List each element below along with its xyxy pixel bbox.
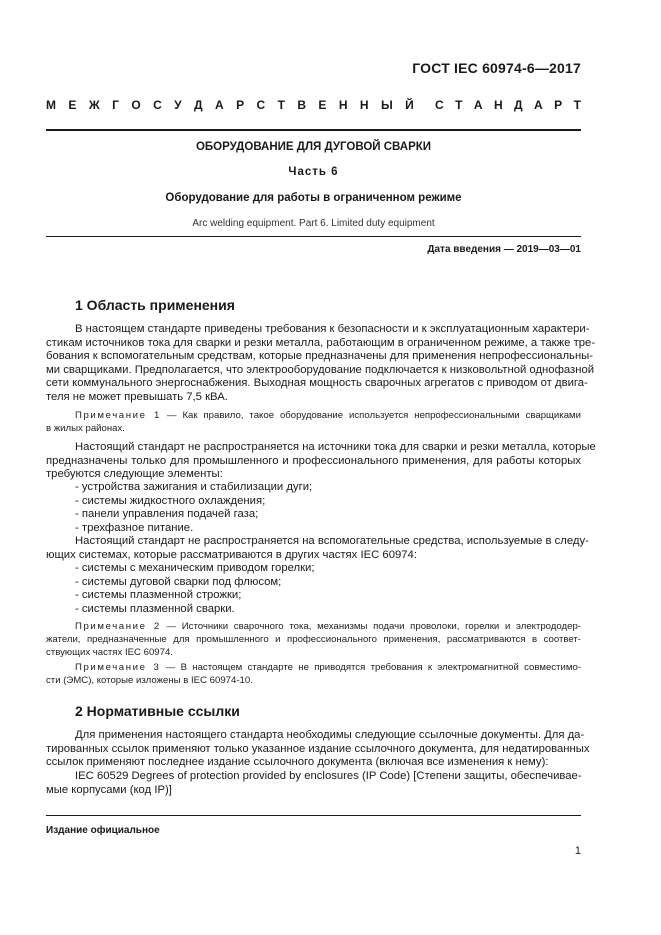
banner-letter: Т	[573, 98, 581, 112]
text-line: ми сварщиками. Предполагается, что электрооборудование подключается к низковольтной однофазной	[46, 363, 595, 376]
banner-letter: Т	[277, 98, 285, 112]
section-1-paragraph-3	[46, 535, 589, 562]
banner-letter: Р	[236, 98, 245, 112]
banner-letter: Р	[554, 98, 563, 112]
banner-letter: О	[131, 98, 141, 112]
list-item: - системы плазменной сварки.	[75, 602, 235, 615]
note-1	[46, 409, 581, 435]
text-line: Для применения настоящего стандарта необходимы следующие ссылочные документы. Для да-	[75, 729, 585, 741]
note-label: Примечание 1	[75, 410, 161, 421]
banner-letter: Н	[338, 98, 348, 112]
text-line: IEC 60529 Degrees of protection provided by enclosures (IP Code) [Степени защиты, обеспечивае-	[75, 770, 582, 782]
excluded-elements-list	[75, 481, 312, 535]
note-3	[46, 661, 581, 687]
text-line: Настоящий стандарт не распространяется на источники тока для сварки и резки металла, которые	[75, 441, 596, 453]
page-number: 1	[574, 845, 581, 857]
banner-letter: М	[46, 98, 56, 112]
banner-letter: Д	[194, 98, 203, 112]
banner-word-standard	[435, 98, 581, 112]
banner-letter: А	[473, 98, 483, 112]
list-item: - системы жидкостного охлаждения;	[75, 494, 266, 507]
date-of-introduction: Дата введения — 2019—03—01	[427, 244, 581, 255]
list-item: - устройства зажигания и стабилизации дуги;	[75, 481, 313, 493]
text-line: сети коммунального энергоснабжения. Выходная мощность сварочных агрегатов с приводом от двига-	[46, 377, 588, 390]
banner-letter: Н	[493, 98, 503, 112]
text-line: сти (ЭМС), которые изложены в IEC 60974-10.	[46, 675, 253, 686]
official-edition-label: Издание официальное	[46, 825, 160, 836]
list-item: - системы с механическим приводом горелки;	[75, 562, 315, 574]
text-line: Настоящий стандарт не распространяется на вспомогательные средства, используемые в следу-	[75, 535, 589, 547]
part-label: Часть 6	[288, 166, 339, 178]
section-2-heading: 2 Нормативные ссылки	[75, 703, 240, 719]
text-line: Примечание 3 — В настоящем стандарте не приводятся требования к электромагнитной совместимо-	[75, 662, 581, 673]
interstate-standard-banner	[46, 98, 581, 112]
banner-letter: Н	[359, 98, 369, 112]
title-rule	[46, 236, 581, 237]
text-line: стикам источников тока для сварки и резки металла, работающим в ограниченном режиме, а также тре-	[46, 336, 596, 349]
text-line: ссылок применяют последнее издание ссылочного документа (включая все изменения к нему):	[46, 756, 549, 769]
banner-word-interstate	[46, 98, 414, 112]
banner-letter: А	[534, 98, 543, 112]
text-line: мые корпусами (код IP)]	[46, 783, 172, 796]
banner-letter: Й	[405, 98, 414, 112]
banner-letter: Ж	[88, 98, 100, 112]
note-label: Примечание 3	[75, 662, 161, 673]
text-line: теля не может превышать 7,5 кВА.	[46, 390, 228, 403]
reference-iec-60529	[46, 770, 581, 797]
standard-number: ГОСТ IEC 60974-6—2017	[412, 60, 581, 76]
section-1-paragraph-2	[46, 441, 596, 482]
section-1-paragraph-1	[46, 323, 596, 405]
banner-letter: У	[174, 98, 182, 112]
list-item: - системы плазменной строжки;	[75, 589, 242, 602]
text-line: требуются следующие элементы:	[46, 468, 223, 481]
banner-letter: Г	[112, 98, 119, 112]
text-line: В настоящем стандарте приведены требования к безопасности и к эксплуатационным характери-	[75, 323, 590, 335]
banner-letter: Е	[318, 98, 327, 112]
banner-letter: А	[214, 98, 224, 112]
text-line: Примечание 1 — Как правило, такое оборудование используется непрофессиональными сварщиками	[75, 410, 581, 421]
document-subtitle: Оборудование для работы в ограниченном режиме	[165, 192, 462, 204]
banner-letter: Д	[514, 98, 523, 112]
text-line: предназначены только для промышленного и профессионального применения, для работы которых	[46, 454, 581, 467]
excluded-systems-list	[75, 562, 315, 616]
header-rule	[46, 129, 581, 131]
banner-letter: В	[297, 98, 306, 112]
english-title: Arc welding equipment. Part 6. Limited duty equipment	[192, 218, 435, 229]
text-line: ствующих частях IEC 60974.	[46, 647, 173, 658]
text-line: тированных ссылок применяют только указанное издание ссылочного документа, для недатированных	[46, 742, 590, 755]
text-line: Примечание 2 — Источники сварочного тока, механизмы подачи проволоки, горелки и электрододер-	[75, 621, 581, 632]
footer-rule	[46, 815, 581, 816]
text-line: в жилых районах.	[46, 423, 125, 434]
text-line: жатели, предназначенные для промышленного и профессионального применения, рассматриваются в соответ-	[46, 634, 581, 645]
document-title: ОБОРУДОВАНИЕ ДЛЯ ДУГОВОЙ СВАРКИ	[195, 141, 432, 153]
list-item: - трехфазное питание.	[75, 521, 194, 534]
banner-letter: С	[256, 98, 266, 112]
list-item: - панели управления подачей газа;	[75, 508, 259, 521]
text-line: бования к вспомогательным средствам, которые предназначены для применения непрофессиональны-	[46, 350, 594, 363]
banner-letter: С	[435, 98, 444, 112]
note-2	[46, 620, 581, 659]
banner-letter: Е	[68, 98, 77, 112]
section-1-heading: 1 Область применения	[75, 297, 235, 313]
text-line: ющих системах, которые рассматриваются в других частях IEC 60974:	[46, 548, 417, 561]
banner-letter: Ы	[380, 98, 393, 112]
list-item: - системы дуговой сварки под флюсом;	[75, 575, 282, 588]
banner-letter: С	[153, 98, 162, 112]
section-2-paragraph-1	[46, 729, 590, 770]
banner-letter: Т	[455, 98, 463, 112]
note-label: Примечание 2	[75, 621, 161, 632]
